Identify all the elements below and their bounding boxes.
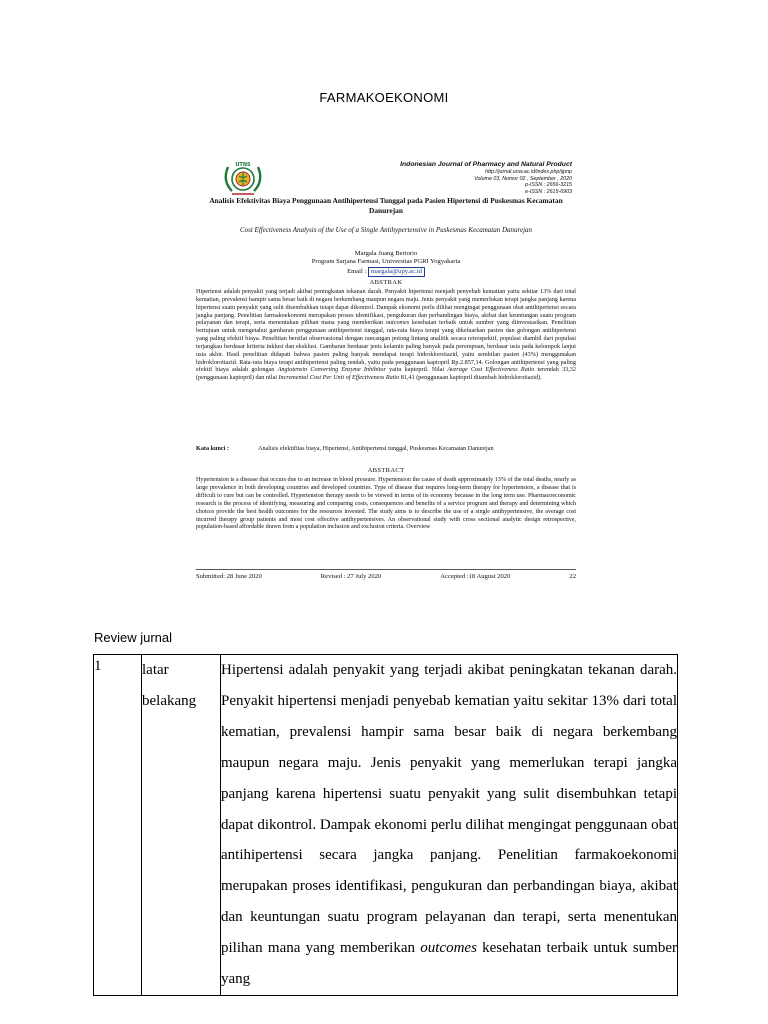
review-table: [93, 654, 678, 996]
article-image: [196, 155, 576, 585]
author-email-link[interactable]: margala@upy.ac.id: [368, 267, 425, 277]
accepted-date: Accepted :18 August 2020: [440, 573, 511, 580]
email-label: Email :: [347, 267, 367, 275]
aspect-line: belakang: [142, 693, 197, 709]
kata-kunci-label: Kata kunci :: [196, 445, 230, 452]
journal-url[interactable]: http://jurnal.unw.ac.id/index.php/ijpnp: [485, 169, 572, 175]
row-content: Hipertensi adalah penyakit yang terjadi akibat peningkatan tekanan darah. Penyakit hipertensi menjadi penyebab kematian yaitu sekitar 13% dari total kematian, prevalensi hampir sama besar baik di negara berkembang maupun negara maju. Jenis penyakit yang memerlukan terapi jangka panjang karena hipertensi suatu penyakit yang sulit disembuhkan tetapi dapat dikontrol. Dampak ekonomi perlu dilihat mengingat penggunaan obat antihipertensi secara jangka panjang. Penelitian farmakoekonomi merupakan proses identifikasi, pengukuran dan perbandingan biaya, akibat dan keuntungan suatu program pelayanan dan terapi, serta menentukan pilihan mana yang memberikan outcomes kesehatan terbaik untuk sumber yang: [221, 655, 678, 996]
article-title: Analisis Efektivitas Biaya Penggunaan Antihipertensi Tunggal pada Pasien Hipertensi di Puskesmas Kecamatan Danurejan: [209, 196, 563, 215]
submission-dates: [196, 573, 576, 580]
abstrak-heading: ABSTRAK: [369, 279, 403, 286]
issn-online: e-ISSN : 2615-6903: [525, 188, 572, 195]
article-title-en: Cost Effectiveness Analysis of the Use of a Single Antihypertensive in Puskesmas Kecamatan Danurejan: [239, 226, 533, 234]
page-heading: FARMAKOEKONOMI: [319, 90, 449, 105]
author-affiliation: Program Sarjana Farmasi, Universitas PGRI Yogyakarta: [311, 258, 461, 266]
abstract-heading: ABSTRACT: [367, 467, 405, 474]
journal-info: [332, 160, 572, 195]
kata-kunci-text: Analisis efektifitas biaya, Hipertensi, Antihipertensi tunggal, Puskesmas Kecamatan Danurejan: [258, 445, 494, 452]
row-number: 1: [94, 655, 142, 996]
author-block: [196, 250, 576, 277]
journal-name: Indonesian Journal of Pharmacy and Natural Product: [400, 161, 572, 168]
review-title: Review jurnal: [94, 630, 173, 645]
svg-text:UTNS: UTNS: [235, 162, 251, 168]
row-aspect: [142, 655, 221, 996]
aspect-line: latar: [142, 662, 169, 678]
author-name: Margala Juang Bertorio: [354, 250, 418, 257]
abstract-body: Hypertension is a disease that occurs due to an increase in blood pressure. Hypertension the cause of death approximately 13% of the total deaths, nearly as large prevalence in both developing countries and developed countries. Type of disease that requires long-term therapy for hypertension, a disease that is difficult to cure but can be controlled. Hypertension therapy needs to be viewed in terms of its economy because in the long term use. Pharmacoeconomic research is the process of identifying, measuring and comparing costs, consequences and benefits of a service program and therapy and determining which choices provide the best health outcomes for the resources invested. The study aims is to describe the use of a single antihypertensive, the average cost incurred therapy group patients and most cost effective antihypertensives. An observational study with cross sectional analytic design retrospective, population-based affordable drawn from a population inclusion and exclusion criteria. Overview: [196, 476, 576, 531]
submission-rule: [196, 569, 576, 570]
author-email-line: [196, 267, 576, 277]
article-page-number: 22: [569, 573, 576, 580]
submitted-date: Submitted: 28 June 2020: [196, 573, 262, 580]
journal-volume: Volume 03, Nomor 02 , September , 2020: [474, 175, 572, 182]
journal-logo-icon: [218, 159, 268, 199]
revised-date: Revised : 27 July 2020: [320, 573, 382, 580]
issn-print: p-ISSN : 2656-3215: [525, 182, 572, 189]
table-row: [94, 655, 678, 996]
kata-kunci: [196, 445, 576, 453]
abstrak-body: Hipertensi adalah penyakit yang terjadi akibat peningkatan tekanan darah. Penyakit hipertensi menjadi penyebab kematian yaitu sekitar 13% dari total kematian, prevalensi hampir sama besar baik di negara berkembang maupun negara maju. Jenis penyakit yang memerlukan terapi jangka panjang karena hipertensi suatu penyakit yang sulit disembuhkan tetapi dapat dikontrol. Dampak ekonomi perlu dilihat mengingat penggunaan obat antihipertensi secara jangka panjang. Penelitian farmakoekonomi merupakan proses identifikasi, pengukuran dan perbandingan biaya, akibat dan keuntungan suatu program pelayanan dan terapi, serta menentukan pilihan mana yang memberikan outcomes kesehatan terbaik untuk sumber yang diinvestasikan. Penelitian bertujuan untuk mengetahui gambaran penggunaan antihipertensi tunggal, rata-rata biaya terapi yang dikeluarkan pasien dan golongan antihipertensi yang paling efektif biaya. Penelitian bersifat observasional dengan rancangan potong lintang analitik secara retrospektif, populasi diambil dari populasi terjangkau berdasar kriteria inklusi dan eksklusi. Gambaran berdasar jenis kelamin paling banyak pada perempuan, berdasar usia pada kelompok lanjut usia akhir. Hasil penelitian didapati bahwa pasien paling banyak mendapat terapi hidroklorotiazid, yaitu sembilan pasien (43%) menggunakan hidroklorotiazid. Rata-rata biaya terapi antihipertensi paling rendah, yaitu pada penggunaan kaptopril Rp.2.857,14. Golongan antihipertensi yang paling efektif biaya adalah golongan Angiotensin Converting Enzyme Inhibitor yaitu kaptopril. Nilai Average Cost Effectiveness Ratio terendah 33,32 (penggunaan kaptopril) dan nilai Incremental Cost Per Unit of Effectiveness Ratio 81,41 (penggunaan kaptopril ditambah hidroklorotiazid).: [196, 288, 576, 382]
